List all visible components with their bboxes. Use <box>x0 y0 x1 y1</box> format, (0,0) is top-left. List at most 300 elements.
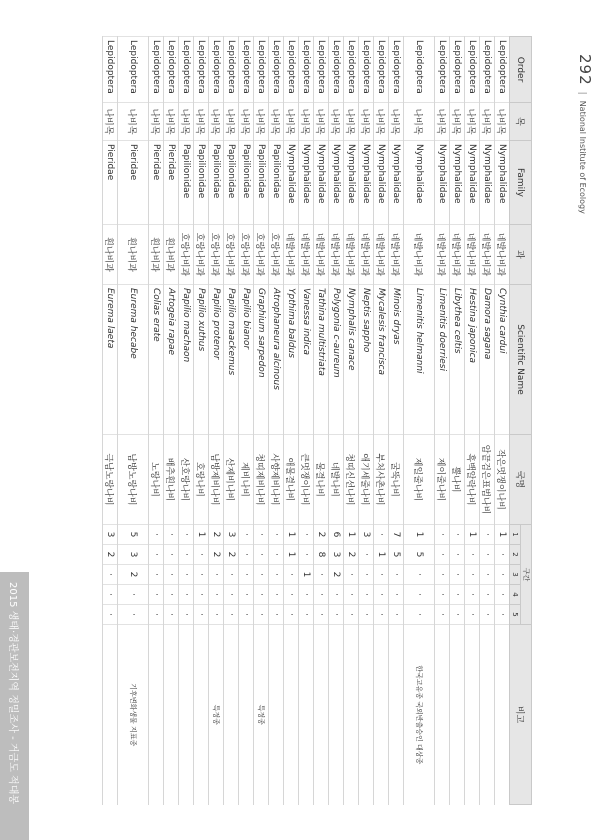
table-row <box>465 37 480 805</box>
order-cell: Lepidoptera <box>435 37 450 103</box>
section-4-cell: · <box>254 585 269 605</box>
section-1-cell: 1 <box>284 525 299 545</box>
mok-cell: 나비목 <box>435 103 450 141</box>
section-1-cell: 3 <box>224 525 239 545</box>
scientific-name-cell: Papilio maackemus <box>224 285 239 435</box>
section-5-cell: · <box>239 605 254 625</box>
order-cell: Lepidoptera <box>239 37 254 103</box>
family-cell: Nymphalidae <box>284 141 299 225</box>
col-note: 비고 <box>510 625 532 805</box>
order-cell: Lepidoptera <box>118 37 149 103</box>
section-4-cell: · <box>118 585 149 605</box>
mok-cell: 나비목 <box>224 103 239 141</box>
korean-name-cell: 남방제비나비 <box>209 435 224 525</box>
section-5-cell: · <box>209 605 224 625</box>
section-1-cell: 2 <box>314 525 329 545</box>
note-cell <box>179 625 194 805</box>
mok-cell: 나비목 <box>299 103 314 141</box>
note-cell <box>435 625 450 805</box>
section-3-cell: 2 <box>329 565 344 585</box>
section-2-cell: 1 <box>374 545 389 565</box>
table-row <box>314 37 329 805</box>
order-cell: Lepidoptera <box>344 37 359 103</box>
korean-name-cell: 뿔나비 <box>450 435 465 525</box>
mok-cell: 나비목 <box>374 103 389 141</box>
gwa-cell: 호랑나비과 <box>254 225 269 285</box>
note-cell <box>344 625 359 805</box>
korean-name-cell: 물결나비 <box>314 435 329 525</box>
mok-cell: 나비목 <box>329 103 344 141</box>
section-2-cell: · <box>435 545 450 565</box>
family-cell: Nymphalidae <box>450 141 465 225</box>
section-3-cell: · <box>344 565 359 585</box>
note-cell <box>224 625 239 805</box>
order-cell: Lepidoptera <box>450 37 465 103</box>
section-2-cell: · <box>269 545 284 565</box>
mok-cell: 나비목 <box>149 103 164 141</box>
korean-name-cell: 제비나비 <box>239 435 254 525</box>
section-3-cell: · <box>224 565 239 585</box>
table-row <box>450 37 465 805</box>
section-4-cell: · <box>329 585 344 605</box>
section-4-cell: · <box>179 585 194 605</box>
family-cell: Papilionidae <box>179 141 194 225</box>
note-cell: 특정종 <box>209 625 224 805</box>
section-2-cell: 1 <box>284 545 299 565</box>
note-cell <box>359 625 374 805</box>
family-cell: Nymphalidae <box>359 141 374 225</box>
family-cell: Pieridae <box>164 141 179 225</box>
korean-name-cell: 청띠신선나비 <box>344 435 359 525</box>
mok-cell: 나비목 <box>269 103 284 141</box>
section-2-cell: · <box>179 545 194 565</box>
section-5-cell: · <box>480 605 495 625</box>
mok-cell: 나비목 <box>239 103 254 141</box>
mok-cell: 나비목 <box>450 103 465 141</box>
section-1-cell: · <box>450 525 465 545</box>
note-cell <box>374 625 389 805</box>
gwa-cell: 네발나비과 <box>344 225 359 285</box>
korean-name-cell: 네발나비 <box>329 435 344 525</box>
section-1-cell: · <box>239 525 254 545</box>
section-4-cell: · <box>450 585 465 605</box>
korean-name-cell: 제일줄나비 <box>404 435 435 525</box>
running-head <box>576 54 594 214</box>
scientific-name-cell: Nymphalis canace <box>344 285 359 435</box>
section-2-cell: 2 <box>103 545 118 565</box>
order-cell: Lepidoptera <box>480 37 495 103</box>
butterfly-survey-table <box>102 36 532 805</box>
section-3-cell: · <box>404 565 435 585</box>
mok-cell: 나비목 <box>164 103 179 141</box>
section-5-cell: · <box>404 605 435 625</box>
table-row <box>164 37 179 805</box>
note-cell <box>450 625 465 805</box>
section-5-cell: · <box>118 605 149 625</box>
scientific-name-cell: Papilio bianor <box>239 285 254 435</box>
note-cell <box>194 625 209 805</box>
scientific-name-cell: Artogeia rapae <box>164 285 179 435</box>
section-4-cell: · <box>239 585 254 605</box>
col-section-1: 1 <box>510 525 521 545</box>
section-1-cell: 3 <box>359 525 374 545</box>
note-cell <box>329 625 344 805</box>
mok-cell: 나비목 <box>404 103 435 141</box>
order-cell: Lepidoptera <box>359 37 374 103</box>
section-3-cell: · <box>179 565 194 585</box>
section-3-cell: · <box>209 565 224 585</box>
col-scientific-name: Scientific Name <box>510 285 532 435</box>
section-1-cell: 6 <box>329 525 344 545</box>
korean-name-cell: 남방노랑나비 <box>118 435 149 525</box>
gwa-cell: 네발나비과 <box>284 225 299 285</box>
gwa-cell: 호랑나비과 <box>209 225 224 285</box>
note-cell <box>239 625 254 805</box>
section-5-cell: · <box>164 605 179 625</box>
scientific-name-cell: Neptis sappho <box>359 285 374 435</box>
korean-name-cell: 작은멋쟁이나비 <box>495 435 510 525</box>
family-cell: Nymphalidae <box>404 141 435 225</box>
scientific-name-cell: Polygonia c-aureum <box>329 285 344 435</box>
section-1-cell: 2 <box>209 525 224 545</box>
section-3-cell: · <box>465 565 480 585</box>
table-row <box>103 37 118 805</box>
scientific-name-cell: Mycalesis francisca <box>374 285 389 435</box>
institute-name: National Institute of Ecology <box>578 100 587 214</box>
scientific-name-cell: Eurema laeta <box>103 285 118 435</box>
note-cell: 한국고유종 국외반출승인 대상종 <box>404 625 435 805</box>
order-cell: Lepidoptera <box>103 37 118 103</box>
section-4-cell: · <box>209 585 224 605</box>
section-5-cell: · <box>224 605 239 625</box>
gwa-cell: 네발나비과 <box>314 225 329 285</box>
col-section-4: 4 <box>510 585 521 605</box>
korean-name-cell: 큰멋쟁이나비 <box>299 435 314 525</box>
section-1-cell: · <box>435 525 450 545</box>
family-cell: Papilionidae <box>224 141 239 225</box>
header-row <box>521 37 532 805</box>
section-2-cell: 2 <box>209 545 224 565</box>
mok-cell: 나비목 <box>389 103 404 141</box>
scientific-name-cell: Eurema hecabe <box>118 285 149 435</box>
gwa-cell: 흰나비과 <box>103 225 118 285</box>
col-mok: 목 <box>510 103 532 141</box>
order-cell: Lepidoptera <box>389 37 404 103</box>
section-1-cell: 7 <box>389 525 404 545</box>
mok-cell: 나비목 <box>344 103 359 141</box>
section-4-cell: · <box>495 585 510 605</box>
section-3-cell: · <box>254 565 269 585</box>
scientific-name-cell: Cynthia cardui <box>495 285 510 435</box>
scientific-name-cell: Ypthima baldus <box>284 285 299 435</box>
order-cell: Lepidoptera <box>224 37 239 103</box>
section-3-cell: · <box>239 565 254 585</box>
section-2-cell: · <box>359 545 374 565</box>
order-cell: Lepidoptera <box>194 37 209 103</box>
section-2-cell: · <box>450 545 465 565</box>
section-2-cell: · <box>194 545 209 565</box>
family-cell: Papilionidae <box>254 141 269 225</box>
section-4-cell: · <box>314 585 329 605</box>
note-cell <box>465 625 480 805</box>
section-5-cell: · <box>465 605 480 625</box>
family-cell: Nymphalidae <box>314 141 329 225</box>
section-5-cell: · <box>194 605 209 625</box>
section-1-cell: · <box>179 525 194 545</box>
scientific-name-cell: Papilio machaon <box>179 285 194 435</box>
section-4-cell: · <box>224 585 239 605</box>
section-5-cell: · <box>314 605 329 625</box>
section-3-cell: · <box>194 565 209 585</box>
section-4-cell: · <box>194 585 209 605</box>
section-4-cell: · <box>480 585 495 605</box>
order-cell: Lepidoptera <box>209 37 224 103</box>
note-cell <box>299 625 314 805</box>
section-5-cell: · <box>299 605 314 625</box>
family-cell: Nymphalidae <box>389 141 404 225</box>
col-family: Family <box>510 141 532 225</box>
section-4-cell: · <box>149 585 164 605</box>
order-cell: Lepidoptera <box>299 37 314 103</box>
gwa-cell: 호랑나비과 <box>194 225 209 285</box>
section-1-cell: 1 <box>404 525 435 545</box>
family-cell: Nymphalidae <box>480 141 495 225</box>
order-cell: Lepidoptera <box>254 37 269 103</box>
section-3-cell: · <box>149 565 164 585</box>
family-cell: Nymphalidae <box>435 141 450 225</box>
col-section-group: 구간 <box>521 525 532 625</box>
section-5-cell: · <box>450 605 465 625</box>
note-cell <box>314 625 329 805</box>
section-2-cell: 3 <box>118 545 149 565</box>
gwa-cell: 호랑나비과 <box>239 225 254 285</box>
col-section-3: 3 <box>510 565 521 585</box>
gwa-cell: 호랑나비과 <box>179 225 194 285</box>
gwa-cell: 네발나비과 <box>389 225 404 285</box>
section-3-cell: · <box>359 565 374 585</box>
mok-cell: 나비목 <box>194 103 209 141</box>
section-3-cell: 1 <box>299 565 314 585</box>
order-cell: Lepidoptera <box>495 37 510 103</box>
scientific-name-cell: Hestina japonica <box>465 285 480 435</box>
scientific-name-cell: Limenitis doerriesi <box>435 285 450 435</box>
section-5-cell: · <box>344 605 359 625</box>
gwa-cell: 네발나비과 <box>374 225 389 285</box>
table-row <box>374 37 389 805</box>
section-4-cell: · <box>465 585 480 605</box>
gwa-cell: 네발나비과 <box>465 225 480 285</box>
note-cell <box>149 625 164 805</box>
col-gwa: 과 <box>510 225 532 285</box>
section-4-cell: · <box>284 585 299 605</box>
korean-name-cell: 애기세줄나비 <box>359 435 374 525</box>
family-cell: Pieridae <box>149 141 164 225</box>
section-4-cell: · <box>269 585 284 605</box>
section-4-cell: · <box>359 585 374 605</box>
section-5-cell: · <box>389 605 404 625</box>
section-1-cell: · <box>480 525 495 545</box>
footer-band <box>0 572 29 840</box>
scientific-name-cell: Limenitis helmanni <box>404 285 435 435</box>
mok-cell: 나비목 <box>480 103 495 141</box>
section-2-cell: · <box>254 545 269 565</box>
table-row <box>194 37 209 805</box>
table-row <box>435 37 450 805</box>
scientific-name-cell: Papilio xuthus <box>194 285 209 435</box>
order-cell: Lepidoptera <box>179 37 194 103</box>
family-cell: Nymphalidae <box>465 141 480 225</box>
table-row <box>269 37 284 805</box>
note-cell: 특정종 <box>254 625 269 805</box>
family-cell: Papilionidae <box>209 141 224 225</box>
mok-cell: 나비목 <box>209 103 224 141</box>
korean-name-cell: 노랑나비 <box>149 435 164 525</box>
table-row <box>239 37 254 805</box>
section-4-cell: · <box>374 585 389 605</box>
col-section-2: 2 <box>510 545 521 565</box>
table-row <box>179 37 194 805</box>
section-5-cell: · <box>495 605 510 625</box>
gwa-cell: 네발나비과 <box>450 225 465 285</box>
scientific-name-cell: Colias erate <box>149 285 164 435</box>
gwa-cell: 네발나비과 <box>435 225 450 285</box>
korean-name-cell: 제이줄나비 <box>435 435 450 525</box>
section-3-cell: · <box>495 565 510 585</box>
korean-name-cell: 청띠제비나비 <box>254 435 269 525</box>
section-3-cell: · <box>450 565 465 585</box>
family-cell: Nymphalidae <box>299 141 314 225</box>
section-1-cell: · <box>149 525 164 545</box>
note-cell <box>103 625 118 805</box>
scientific-name-cell: Minois dryas <box>389 285 404 435</box>
gwa-cell: 호랑나비과 <box>224 225 239 285</box>
section-2-cell: · <box>465 545 480 565</box>
order-cell: Lepidoptera <box>404 37 435 103</box>
footer-title: 2015 생태·경관보전지역 정밀조사 - 거금도 적대봉 <box>7 582 18 805</box>
table-row <box>404 37 435 805</box>
gwa-cell: 네발나비과 <box>299 225 314 285</box>
section-5-cell: · <box>254 605 269 625</box>
korean-name-cell: 암끝검은표범나비 <box>480 435 495 525</box>
table-body <box>103 37 510 805</box>
korean-name-cell: 산호랑나비 <box>179 435 194 525</box>
order-cell: Lepidoptera <box>465 37 480 103</box>
family-cell: Papilionidae <box>239 141 254 225</box>
scientific-name-cell: Atrophaneura alcinous <box>269 285 284 435</box>
section-3-cell: · <box>284 565 299 585</box>
table-row <box>495 37 510 805</box>
gwa-cell: 네발나비과 <box>329 225 344 285</box>
gwa-cell: 네발나비과 <box>495 225 510 285</box>
note-cell <box>269 625 284 805</box>
scientific-name-cell: Libythea celtis <box>450 285 465 435</box>
section-1-cell: 1 <box>194 525 209 545</box>
mok-cell: 나비목 <box>359 103 374 141</box>
gwa-cell: 네발나비과 <box>404 225 435 285</box>
section-4-cell: · <box>404 585 435 605</box>
order-cell: Lepidoptera <box>149 37 164 103</box>
mok-cell: 나비목 <box>284 103 299 141</box>
section-5-cell: · <box>284 605 299 625</box>
col-korean-name: 국명 <box>510 435 532 525</box>
order-cell: Lepidoptera <box>374 37 389 103</box>
section-2-cell: · <box>480 545 495 565</box>
section-1-cell: · <box>299 525 314 545</box>
table-row <box>389 37 404 805</box>
section-3-cell: · <box>480 565 495 585</box>
order-cell: Lepidoptera <box>314 37 329 103</box>
mok-cell: 나비목 <box>465 103 480 141</box>
section-3-cell: · <box>374 565 389 585</box>
mok-cell: 나비목 <box>118 103 149 141</box>
table-row <box>284 37 299 805</box>
section-4-cell: · <box>164 585 179 605</box>
section-4-cell: · <box>389 585 404 605</box>
section-3-cell: 2 <box>118 565 149 585</box>
section-5-cell: · <box>435 605 450 625</box>
section-2-cell: · <box>164 545 179 565</box>
mok-cell: 나비목 <box>495 103 510 141</box>
section-5-cell: · <box>179 605 194 625</box>
section-5-cell: · <box>269 605 284 625</box>
section-4-cell: · <box>103 585 118 605</box>
korean-name-cell: 호랑나비 <box>194 435 209 525</box>
korean-name-cell: 산제비나비 <box>224 435 239 525</box>
section-1-cell: · <box>374 525 389 545</box>
order-cell: Lepidoptera <box>329 37 344 103</box>
korean-name-cell: 극남노랑나비 <box>103 435 118 525</box>
family-cell: Papilionidae <box>269 141 284 225</box>
gwa-cell: 흰나비과 <box>118 225 149 285</box>
section-2-cell: · <box>495 545 510 565</box>
section-5-cell: · <box>374 605 389 625</box>
section-2-cell: 5 <box>404 545 435 565</box>
section-3-cell: · <box>164 565 179 585</box>
table-row <box>118 37 149 805</box>
note-cell <box>480 625 495 805</box>
scientific-name-cell: Damora sagana <box>480 285 495 435</box>
mok-cell: 나비목 <box>254 103 269 141</box>
family-cell: Pieridae <box>103 141 118 225</box>
section-2-cell: 2 <box>224 545 239 565</box>
table-row <box>224 37 239 805</box>
family-cell: Nymphalidae <box>344 141 359 225</box>
mok-cell: 나비목 <box>314 103 329 141</box>
col-section-5: 5 <box>510 605 521 625</box>
section-1-cell: 1 <box>495 525 510 545</box>
table-row <box>209 37 224 805</box>
order-cell: Lepidoptera <box>164 37 179 103</box>
korean-name-cell: 배추흰나비 <box>164 435 179 525</box>
section-2-cell: 3 <box>329 545 344 565</box>
korean-name-cell: 부처사촌나비 <box>374 435 389 525</box>
order-cell: Lepidoptera <box>284 37 299 103</box>
section-5-cell: · <box>103 605 118 625</box>
section-5-cell: · <box>329 605 344 625</box>
korean-name-cell: 애물결나비 <box>284 435 299 525</box>
page-number: 292 <box>576 54 594 86</box>
section-5-cell: · <box>149 605 164 625</box>
gwa-cell: 네발나비과 <box>480 225 495 285</box>
section-4-cell: · <box>344 585 359 605</box>
table-row <box>254 37 269 805</box>
mok-cell: 나비목 <box>103 103 118 141</box>
col-order: Order <box>510 37 532 103</box>
note-cell <box>164 625 179 805</box>
section-1-cell: · <box>269 525 284 545</box>
korean-name-cell: 사향제비나비 <box>269 435 284 525</box>
section-1-cell: · <box>254 525 269 545</box>
